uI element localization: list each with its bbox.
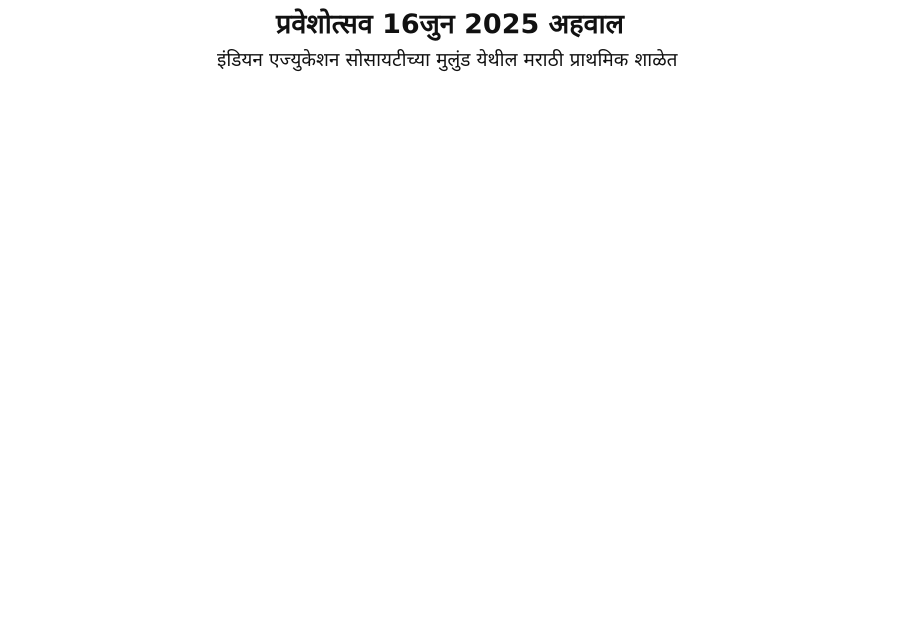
- report-opening: इंडियन एज्युकेशन सोसायटीच्या मुलुंड येथील मराठी प्राथमिक शाळेत: [217, 49, 678, 71]
- report-title: प्रवेशोत्सव 16जुन 2025 अहवाल: [276, 9, 624, 40]
- report-body: [52, 48, 852, 74]
